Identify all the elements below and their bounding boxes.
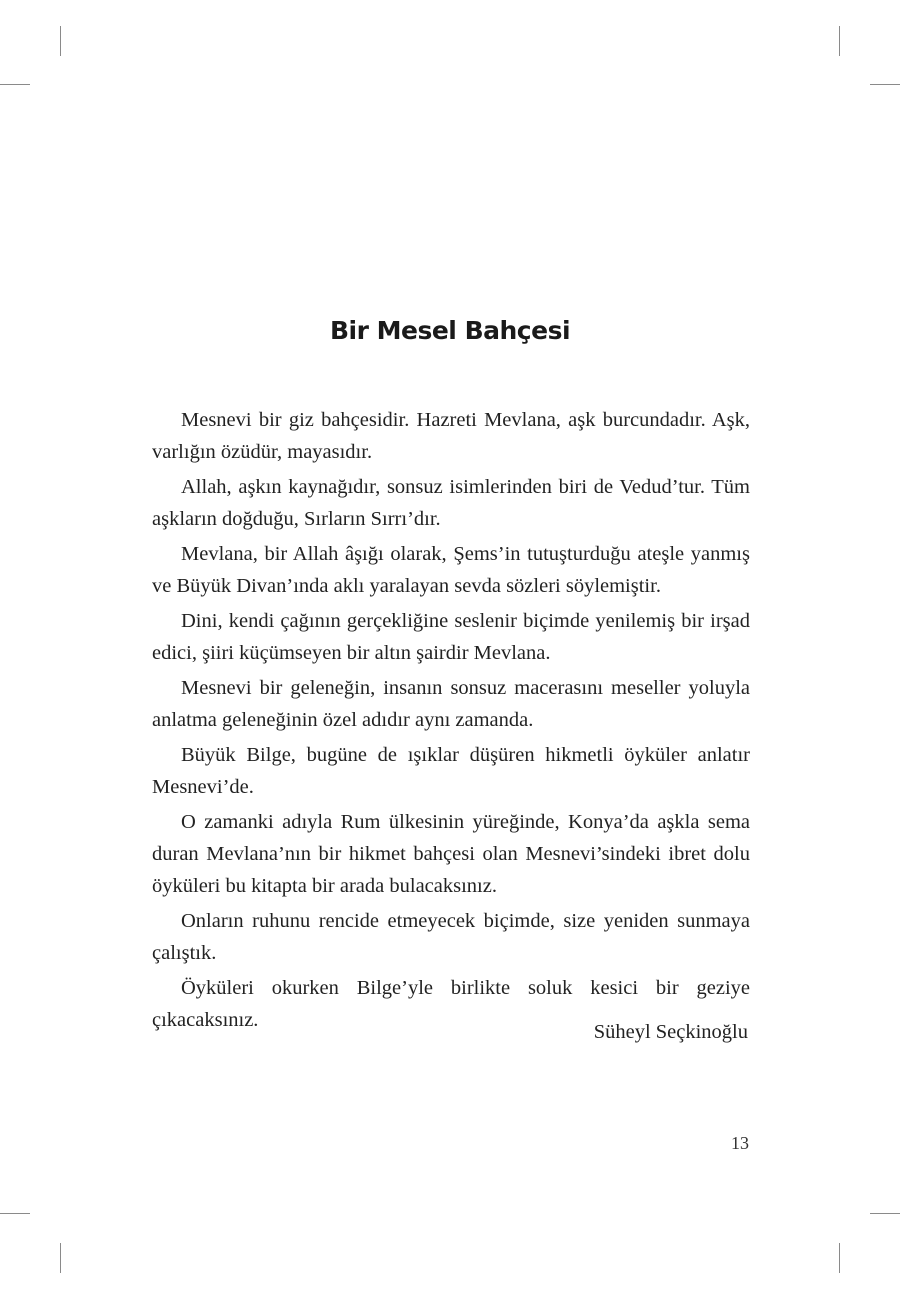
paragraph: Mevlana, bir Allah âşığı olarak, Şems’in tutuşturduğu ateşle yanmış ve Büyük Divan’ında aklı yaralayan sevda sözleri söylemiştir. [152,543,750,597]
crop-mark-bottom-left-horizontal [0,1213,30,1214]
author-signature: Süheyl Seçkinoğlu [593,1021,748,1043]
paragraph: Onların ruhunu rencide etmeyecek biçimde, size yeniden sunmaya çalıştık. [152,910,750,964]
crop-mark-bottom-right-horizontal [870,1213,900,1214]
crop-mark-top-left-vertical [60,26,61,56]
paragraph: Öyküleri okurken Bilge’yle birlikte soluk kesici bir geziye çıkacaksınız. [152,977,750,1031]
crop-mark-top-left-horizontal [0,84,30,85]
paragraph: O zamanki adıyla Rum ülkesinin yüreğinde, Konya’da aşkla sema duran Mevlana’nın bir hikmet bahçesi olan Mesnevi’sindeki ibret dolu öyküleri bu kitapta bir arada bulacaksınız. [152,811,750,897]
paragraph: Mesnevi bir giz bahçesidir. Hazreti Mevlana, aşk burcundadır. Aşk, varlığın özüdür, mayasıdır. [152,409,750,463]
paragraph: Büyük Bilge, bugüne de ışıklar düşüren hikmetli öyküler anlatır Mesnevi’de. [152,744,750,798]
crop-mark-bottom-right-vertical [839,1243,840,1273]
crop-mark-top-right-horizontal [870,84,900,85]
crop-mark-top-right-vertical [839,26,840,56]
page-title: Bir Mesel Bahçesi [329,316,571,345]
body-text [152,404,750,1039]
page-number: 13 [731,1133,749,1153]
crop-mark-bottom-left-vertical [60,1243,61,1273]
paragraph: Allah, aşkın kaynağıdır, sonsuz isimlerinden biri de Vedud’tur. Tüm aşkların doğduğu, Sırların Sırrı’dır. [152,476,750,530]
paragraph: Dini, kendi çağının gerçekliğine seslenir biçimde yenilemiş bir irşad edici, şiiri küçümseyen bir altın şairdir Mevlana. [152,610,750,664]
paragraph: Mesnevi bir geleneğin, insanın sonsuz macerasını meseller yoluyla anlatma geleneğinin özel adıdır aynı zamanda. [152,677,750,731]
